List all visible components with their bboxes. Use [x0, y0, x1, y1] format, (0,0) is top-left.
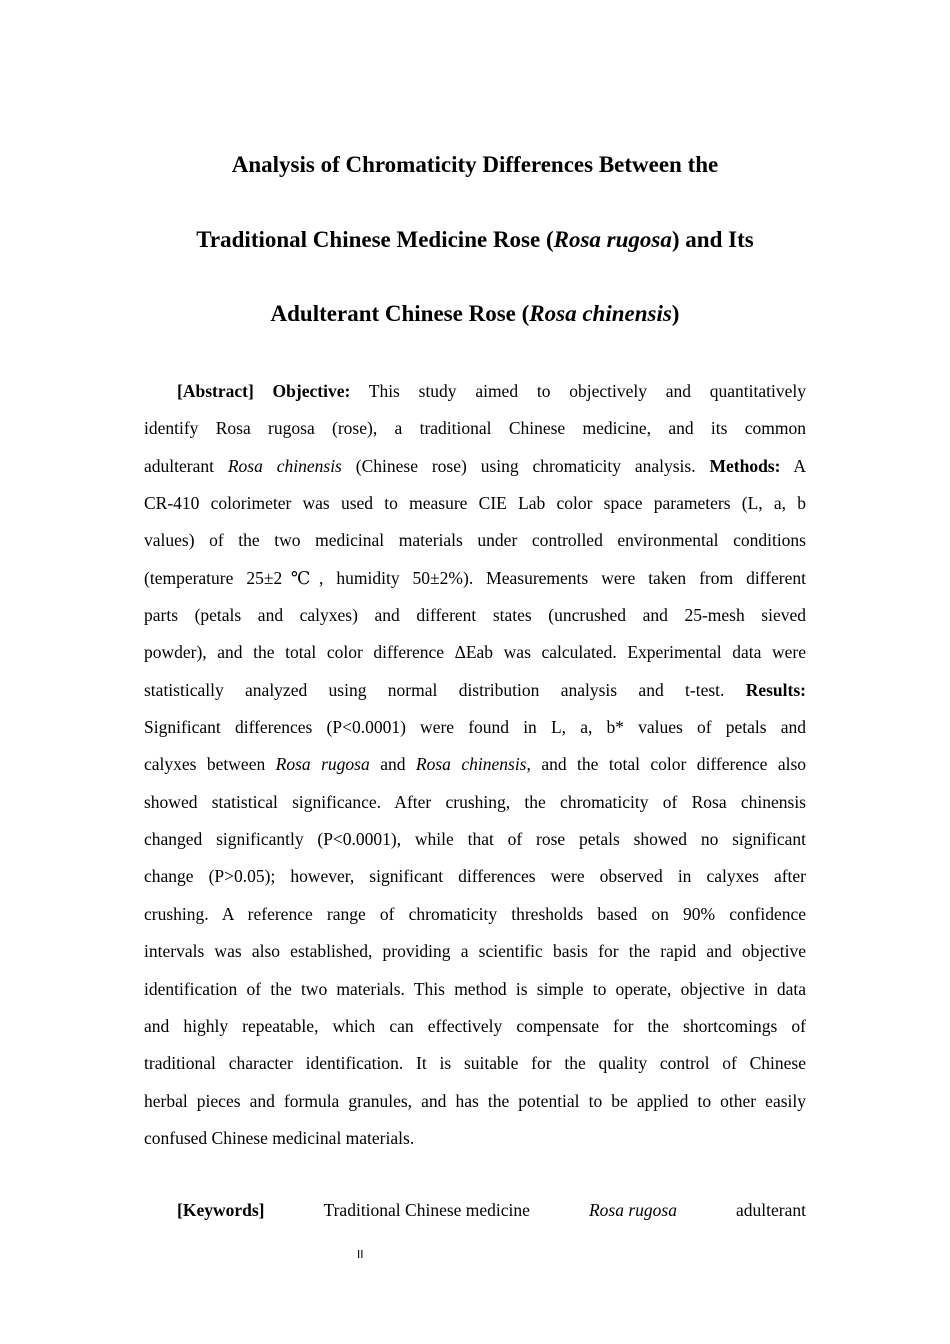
abstract-label: [Abstract] — [177, 381, 254, 401]
abstract-line: confused Chinese medicinal materials. — [144, 1127, 415, 1148]
abstract-line: changed significantly (P<0.0001), while that of rose petals showed no significant — [144, 829, 806, 850]
abstract-line — [144, 746, 806, 783]
keyword: adulterant — [736, 1200, 806, 1220]
species-name-rosa-chinensis: Rosa chinensis — [529, 301, 672, 326]
paper-title — [120, 128, 830, 352]
title-line-3-text: Adulterant Chinese Rose ( — [270, 301, 530, 326]
keyword: Rosa rugosa — [588, 1200, 677, 1220]
results-label: Results: — [745, 679, 806, 700]
species-name: Rosa rugosa — [275, 754, 370, 775]
title-line-2-text: Traditional Chinese Medicine Rose ( — [196, 226, 554, 252]
abstract-line: parts (petals and calyxes) and different states (uncrushed and 25-mesh sieved — [144, 605, 806, 626]
abstract-section — [144, 373, 806, 1157]
abstract-line — [144, 448, 806, 485]
species-name: Rosa chinensis — [227, 455, 342, 476]
abstract-text: and — [380, 754, 406, 775]
keywords-section — [177, 1192, 806, 1229]
abstract-line: identify Rosa rugosa (rose), a traditional Chinese medicine, and its common — [144, 418, 806, 439]
abstract-line: and highly repeatable, which can effectively compensate for the shortcomings of — [144, 1015, 806, 1036]
abstract-line: change (P>0.05); however, significant differences were observed in calyxes after — [144, 866, 806, 887]
abstract-text: calyxes between — [144, 754, 266, 775]
species-name: Rosa chinensis — [415, 754, 527, 775]
title-line-3 — [120, 277, 830, 352]
abstract-line: powder), and the total color difference ΔEab was calculated. Experimental data were — [144, 642, 806, 663]
abstract-line: Significant differences (P<0.0001) were found in L, a, b* values of petals and — [144, 717, 806, 738]
abstract-line: (temperature 25±2℃, humidity 50±2%). Measurements were taken from different — [144, 567, 806, 588]
abstract-line: crushing. A reference range of chromaticity thresholds based on 90% confidence — [144, 903, 806, 924]
species-name-rosa-rugosa: Rosa rugosa — [553, 226, 672, 252]
abstract-line — [144, 672, 806, 709]
objective-label: Objective: — [272, 381, 351, 401]
abstract-line — [144, 373, 806, 410]
abstract-line: identification of the two materials. This method is simple to operate, objective in data — [144, 978, 806, 999]
title-line-2-tail: ) and Its — [671, 226, 754, 252]
abstract-text: A — [793, 455, 807, 476]
abstract-line: CR-410 colorimeter was used to measure CIE Lab color space parameters (L, a, b — [144, 493, 806, 514]
abstract-line: showed statistical significance. After crushing, the chromaticity of Rosa chinensis — [144, 791, 806, 812]
title-line-2 — [120, 203, 830, 278]
abstract-line: traditional character identification. It is suitable for the quality control of Chinese — [144, 1053, 806, 1074]
page-number: II — [357, 1248, 364, 1261]
keywords-label: [Keywords] — [177, 1200, 265, 1220]
keyword: Traditional Chinese medicine — [323, 1200, 530, 1220]
abstract-line: values) of the two medicinal materials under controlled environmental conditions — [144, 530, 806, 551]
methods-label: Methods: — [709, 455, 781, 476]
abstract-text: statistically analyzed using normal distribution analysis and t-test. — [144, 679, 725, 700]
title-line-1: Analysis of Chromaticity Differences Between the — [231, 152, 719, 177]
abstract-line: intervals was also established, providing a scientific basis for the rapid and objective — [144, 941, 806, 962]
abstract-line: herbal pieces and formula granules, and has the potential to be applied to other easily — [144, 1090, 806, 1111]
abstract-text: (Chinese rose) using chromaticity analysis. — [355, 455, 696, 476]
title-line-3-tail: ) — [671, 301, 680, 326]
abstract-text: , and the total color difference also — [526, 754, 807, 775]
abstract-text: adulterant — [144, 455, 214, 476]
abstract-text: This study aimed to objectively and quantitatively — [368, 381, 806, 401]
